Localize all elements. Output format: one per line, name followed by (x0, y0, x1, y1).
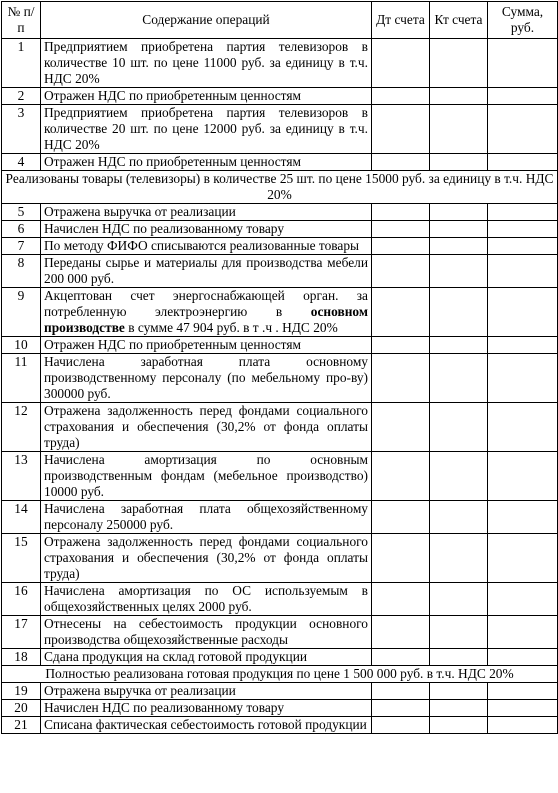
table-row (2, 700, 558, 717)
row-description: Предприятием приобретена партия телевизоров в количестве 20 шт. по цене 12000 руб. за единицу в т.ч. НДС 20% (41, 105, 372, 154)
credit-cell[interactable] (430, 700, 488, 717)
row-description: Отражена выручка от реализации (41, 204, 372, 221)
credit-cell[interactable] (430, 403, 488, 452)
row-description: Отражен НДС по приобретенным ценностям (41, 154, 372, 171)
table-body (2, 39, 558, 734)
table-row (2, 452, 558, 501)
sum-cell[interactable] (488, 288, 558, 337)
row-number: 5 (2, 204, 41, 221)
row-number: 4 (2, 154, 41, 171)
row-description: Начислен НДС по реализованному товару (41, 221, 372, 238)
sum-cell[interactable] (488, 354, 558, 403)
sum-cell[interactable] (488, 154, 558, 171)
debit-cell[interactable] (372, 154, 430, 171)
table-header-row (2, 2, 558, 39)
sum-cell[interactable] (488, 337, 558, 354)
table-row (2, 403, 558, 452)
credit-cell[interactable] (430, 238, 488, 255)
debit-cell[interactable] (372, 649, 430, 666)
credit-cell[interactable] (430, 39, 488, 88)
section-banner-text: Полностью реализована готовая продукция по цене 1 500 000 руб. в т.ч. НДС 20% (2, 666, 558, 683)
debit-cell[interactable] (372, 583, 430, 616)
table-row (2, 501, 558, 534)
row-number: 11 (2, 354, 41, 403)
row-description: Отражена выручка от реализации (41, 683, 372, 700)
debit-cell[interactable] (372, 403, 430, 452)
table-row (2, 683, 558, 700)
sum-cell[interactable] (488, 39, 558, 88)
debit-cell[interactable] (372, 501, 430, 534)
table-row (2, 616, 558, 649)
debit-cell[interactable] (372, 337, 430, 354)
section-banner-row (2, 666, 558, 683)
credit-cell[interactable] (430, 683, 488, 700)
credit-cell[interactable] (430, 534, 488, 583)
debit-cell[interactable] (372, 288, 430, 337)
row-description: Списана фактическая себестоимость готовой продукции (41, 717, 372, 734)
row-description: Начислена заработная плата общехозяйственному персоналу 250000 руб. (41, 501, 372, 534)
row-number: 8 (2, 255, 41, 288)
table-row (2, 255, 558, 288)
row-description: Предприятием приобретена партия телевизоров в количестве 10 шт. по цене 11000 руб. за единицу в т.ч. НДС 20% (41, 39, 372, 88)
debit-cell[interactable] (372, 105, 430, 154)
row-description: По методу ФИФО списываются реализованные товары (41, 238, 372, 255)
table-row (2, 39, 558, 88)
row-description-part: Акцептован счет энергоснабжающей орган. за потребленную электроэнергию в (44, 288, 368, 319)
header-debit: Дт счета (372, 2, 430, 39)
credit-cell[interactable] (430, 105, 488, 154)
row-number: 13 (2, 452, 41, 501)
sum-cell[interactable] (488, 255, 558, 288)
row-number: 18 (2, 649, 41, 666)
debit-cell[interactable] (372, 700, 430, 717)
credit-cell[interactable] (430, 337, 488, 354)
debit-cell[interactable] (372, 221, 430, 238)
header-credit: Кт счета (430, 2, 488, 39)
row-number: 21 (2, 717, 41, 734)
row-description (41, 288, 372, 337)
row-number: 3 (2, 105, 41, 154)
table-row (2, 583, 558, 616)
sum-cell[interactable] (488, 105, 558, 154)
credit-cell[interactable] (430, 616, 488, 649)
table-row (2, 337, 558, 354)
sum-cell[interactable] (488, 583, 558, 616)
debit-cell[interactable] (372, 204, 430, 221)
sum-cell[interactable] (488, 204, 558, 221)
row-number: 7 (2, 238, 41, 255)
row-number: 12 (2, 403, 41, 452)
sum-cell[interactable] (488, 403, 558, 452)
credit-cell[interactable] (430, 255, 488, 288)
credit-cell[interactable] (430, 649, 488, 666)
row-description: Начислена заработная плата основному производственному персоналу (по мебельному про-ву) 300000 руб. (41, 354, 372, 403)
sum-cell[interactable] (488, 221, 558, 238)
section-banner-row (2, 171, 558, 204)
table-row (2, 154, 558, 171)
row-description: Сдана продукция на склад готовой продукции (41, 649, 372, 666)
credit-cell[interactable] (430, 221, 488, 238)
sum-cell[interactable] (488, 700, 558, 717)
row-description: Переданы сырье и материалы для производства мебели 200 000 руб. (41, 255, 372, 288)
debit-cell[interactable] (372, 452, 430, 501)
debit-cell[interactable] (372, 238, 430, 255)
sum-cell[interactable] (488, 683, 558, 700)
row-number: 1 (2, 39, 41, 88)
debit-cell[interactable] (372, 683, 430, 700)
header-content: Содержание операций (41, 2, 372, 39)
row-description: Отнесены на себестоимость продукции основного производства общехозяйственные расходы (41, 616, 372, 649)
row-description: Отражен НДС по приобретенным ценностям (41, 337, 372, 354)
sum-cell[interactable] (488, 717, 558, 734)
table-row (2, 354, 558, 403)
debit-cell[interactable] (372, 534, 430, 583)
row-description: Отражен НДС по приобретенным ценностям (41, 88, 372, 105)
row-number: 16 (2, 583, 41, 616)
header-sum: Сумма, руб. (488, 2, 558, 39)
table-row (2, 238, 558, 255)
table-row (2, 649, 558, 666)
debit-cell[interactable] (372, 616, 430, 649)
section-banner-text: Реализованы товары (телевизоры) в количестве 25 шт. по цене 15000 руб. за единицу в т.ч. НДС 20% (2, 171, 558, 204)
sum-cell[interactable] (488, 649, 558, 666)
sum-cell[interactable] (488, 452, 558, 501)
row-number: 20 (2, 700, 41, 717)
row-number: 15 (2, 534, 41, 583)
table-row (2, 717, 558, 734)
credit-cell[interactable] (430, 204, 488, 221)
sum-cell[interactable] (488, 501, 558, 534)
table-row (2, 534, 558, 583)
debit-cell[interactable] (372, 255, 430, 288)
debit-cell[interactable] (372, 717, 430, 734)
row-description-part: в сумме 47 904 руб. в т .ч . НДС 20% (124, 320, 338, 335)
credit-cell[interactable] (430, 501, 488, 534)
row-number: 10 (2, 337, 41, 354)
credit-cell[interactable] (430, 154, 488, 171)
credit-cell[interactable] (430, 354, 488, 403)
row-description: Начислена амортизация по основным производственным фондам (мебельное производство) 10000 руб. (41, 452, 372, 501)
row-description-bold: основном производстве (44, 304, 368, 335)
sum-cell[interactable] (488, 88, 558, 105)
operations-table (1, 1, 558, 734)
row-description: Начислен НДС по реализованному товару (41, 700, 372, 717)
row-number: 14 (2, 501, 41, 534)
debit-cell[interactable] (372, 354, 430, 403)
row-description: Отражена задолженность перед фондами социального страхования и обеспечения (30,2% от фонда оплаты труда) (41, 403, 372, 452)
row-number: 17 (2, 616, 41, 649)
table-row (2, 88, 558, 105)
table-row (2, 288, 558, 337)
debit-cell[interactable] (372, 88, 430, 105)
credit-cell[interactable] (430, 452, 488, 501)
credit-cell[interactable] (430, 88, 488, 105)
credit-cell[interactable] (430, 717, 488, 734)
sum-cell[interactable] (488, 534, 558, 583)
credit-cell[interactable] (430, 583, 488, 616)
row-description: Отражена задолженность перед фондами социального страхования и обеспечения (30,2% от фонда оплаты труда) (41, 534, 372, 583)
header-num: № п/п (2, 2, 41, 39)
debit-cell[interactable] (372, 39, 430, 88)
table-row (2, 204, 558, 221)
row-number: 9 (2, 288, 41, 337)
sum-cell[interactable] (488, 616, 558, 649)
credit-cell[interactable] (430, 288, 488, 337)
row-number: 19 (2, 683, 41, 700)
table-row (2, 221, 558, 238)
sum-cell[interactable] (488, 238, 558, 255)
row-description: Начислена амортизация по ОС используемым в общехозяйственных целях 2000 руб. (41, 583, 372, 616)
row-number: 2 (2, 88, 41, 105)
table-row (2, 105, 558, 154)
row-number: 6 (2, 221, 41, 238)
